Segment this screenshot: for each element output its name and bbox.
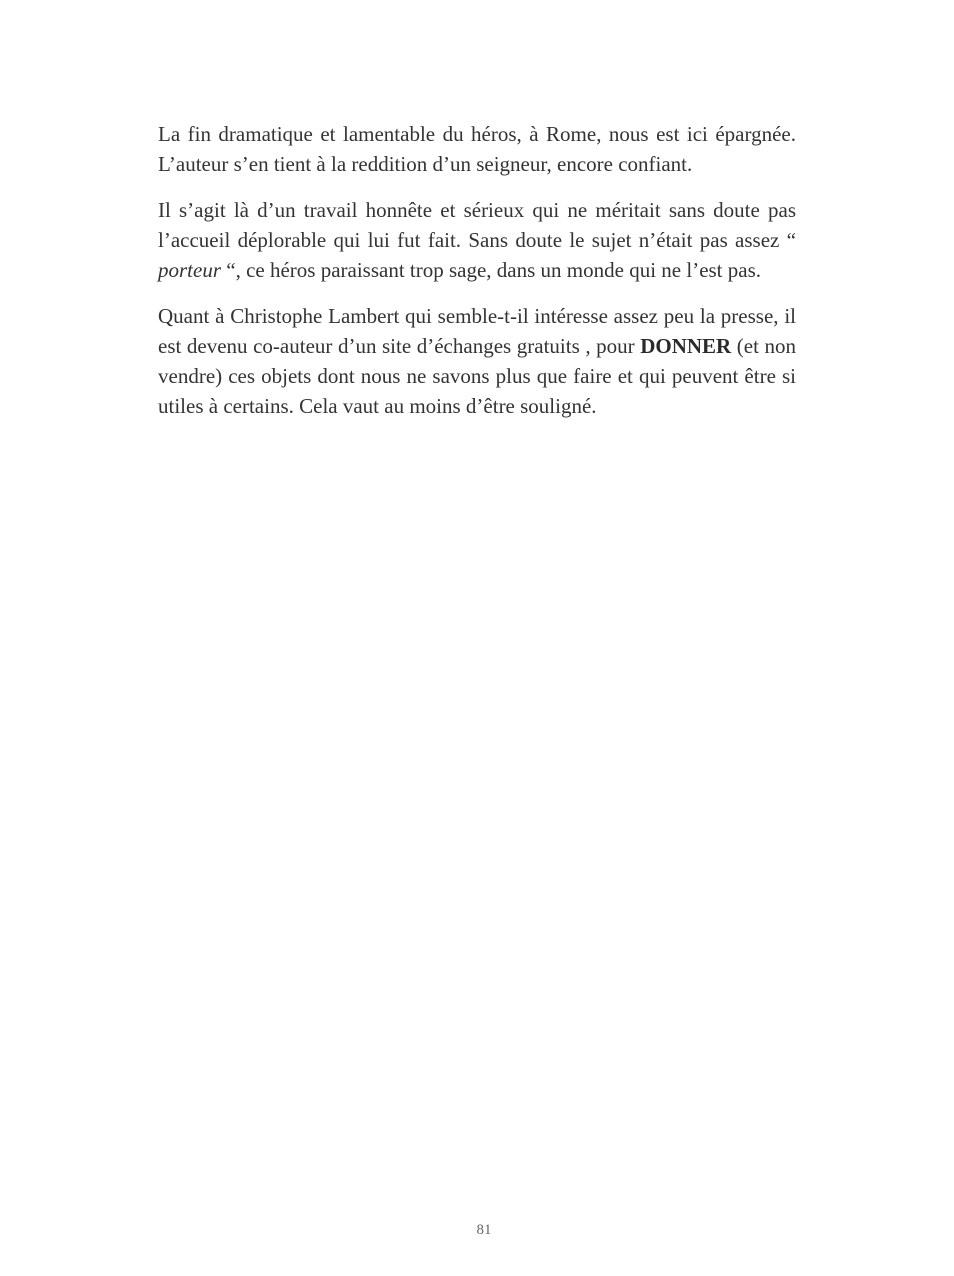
paragraph-1-text: La fin dramatique et lamentable du héros, à Rome, nous est ici épargnée. L’auteur s’en tient à la reddition d’un seigneur, encore confiant. xyxy=(158,122,796,176)
paragraph-2 xyxy=(158,195,796,285)
paragraph-3-text-end: (et non vendre) ces objets dont nous ne savons plus que faire et qui peuvent être si utiles à certains. Cela vaut au moins d’être souligné. xyxy=(158,334,797,418)
paragraph-3-text-start: Quant à Christophe Lambert qui semble-t-il intéresse assez peu la presse, il est devenu co-auteur d’un site d’échanges gratuits , pour xyxy=(158,304,796,358)
paragraph-3 xyxy=(158,301,796,421)
body-text xyxy=(158,119,796,437)
paragraph-2-text-end: “, ce héros paraissant trop sage, dans un monde qui ne l’est pas. xyxy=(221,258,762,282)
paragraph-2-emphasis: porteur xyxy=(158,258,221,282)
page-number: 81 xyxy=(476,1222,492,1238)
paragraph-2-text-start: Il s’agit là d’un travail honnête et sérieux qui ne méritait sans doute pas l’accueil déplorable qui lui fut fait. Sans doute le sujet n’était pas assez “ xyxy=(158,198,796,252)
paragraph-1 xyxy=(158,119,796,179)
paragraph-3-strong: DONNER xyxy=(640,334,732,358)
